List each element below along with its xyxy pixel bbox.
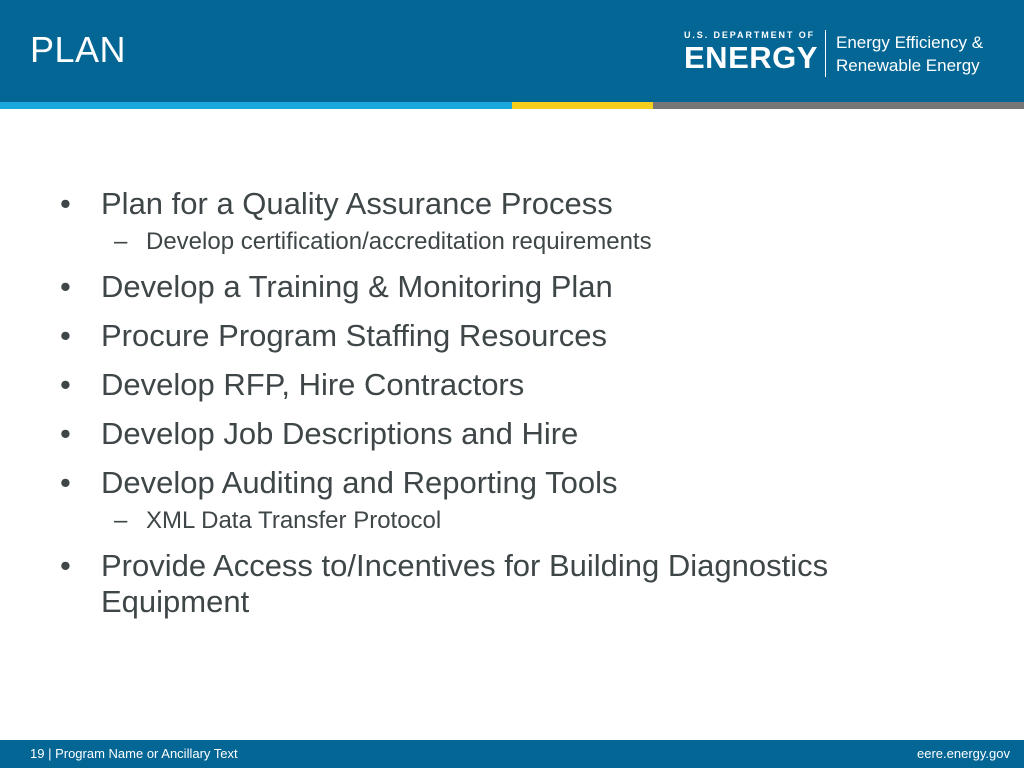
bullet-mark: • (60, 416, 71, 451)
bullet-mark: • (60, 548, 71, 583)
dash-mark: – (114, 507, 128, 534)
logo-divider (825, 30, 826, 77)
doe-eere-logo (684, 30, 1004, 80)
bullet-text: Develop Job Descriptions and Hire (101, 416, 579, 451)
bullet-item (56, 269, 956, 305)
logo-office-line-2: Renewable Energy (836, 56, 980, 75)
bullet-item (56, 367, 956, 403)
dash-mark: – (114, 228, 128, 255)
footer-bar (0, 740, 1024, 768)
header-bar (0, 0, 1024, 102)
bullet-text: Develop a Training & Monitoring Plan (101, 269, 613, 304)
logo-office-line-1: Energy Efficiency & (836, 33, 984, 52)
sub-bullet-text: XML Data Transfer Protocol (146, 507, 442, 534)
accent-stripe-blue (0, 102, 512, 109)
bullet-mark: • (60, 318, 71, 353)
bullet-text: Develop RFP, Hire Contractors (101, 367, 525, 402)
bullet-item (56, 548, 956, 620)
bullet-item (56, 465, 956, 501)
logo-department-text: U.S. DEPARTMENT OF (684, 30, 816, 40)
bullet-mark: • (60, 465, 71, 500)
bullet-text: Plan for a Quality Assurance Process (101, 186, 613, 221)
bullet-item (56, 186, 956, 222)
page-number: 19 (30, 746, 45, 761)
sub-bullet-item (56, 507, 956, 535)
footer-url: eere.energy.gov (917, 746, 1010, 761)
footer-separator: | (44, 746, 56, 761)
sub-bullet-text: Develop certification/accreditation requirements (146, 228, 652, 255)
bullet-mark: • (60, 367, 71, 402)
bullet-item (56, 318, 956, 354)
bullet-item (56, 416, 956, 452)
footer-left-text (30, 740, 238, 768)
bullet-list (56, 186, 956, 633)
slide-title: PLAN (30, 29, 127, 70)
bullet-mark: • (60, 269, 71, 304)
accent-stripe-yellow (512, 102, 653, 109)
accent-stripe-gray (653, 102, 1024, 109)
bullet-text: Procure Program Staffing Resources (101, 318, 607, 353)
logo-office-name (836, 31, 983, 77)
bullet-text: Provide Access to/Incentives for Building Diagnostics Equipment (101, 548, 829, 619)
logo-energy-wordmark: ENERGY (684, 40, 818, 75)
bullet-mark: • (60, 186, 71, 221)
bullet-text: Develop Auditing and Reporting Tools (101, 465, 618, 500)
sub-bullet-item (56, 228, 956, 256)
ancillary-text: Program Name or Ancillary Text (55, 746, 238, 761)
